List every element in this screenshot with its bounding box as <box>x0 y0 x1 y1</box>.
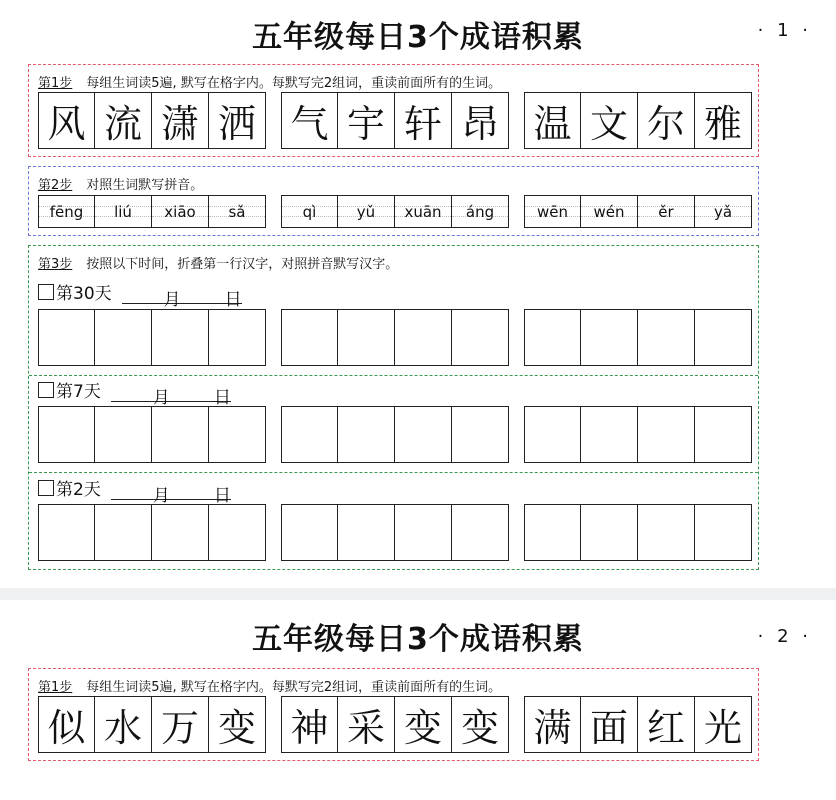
blank-cell[interactable] <box>95 309 152 366</box>
pinyin-cell: liú <box>95 195 152 228</box>
blank-cell[interactable] <box>695 406 752 463</box>
word-group <box>281 92 509 149</box>
blank-cell[interactable] <box>581 406 638 463</box>
pinyin-cell: fēng <box>38 195 95 228</box>
pinyin-cell: yǎ <box>695 195 752 228</box>
hanzi-cell: 似 <box>38 696 95 753</box>
blank-group <box>38 406 266 463</box>
pinyin-cell: yǔ <box>338 195 395 228</box>
blank-cell[interactable] <box>152 309 209 366</box>
page-title: 五年级每日3个成语积累 <box>252 20 584 55</box>
page-number: · 1 · <box>757 20 812 41</box>
step-instruction: 按照以下时间，折叠第一行汉字，对照拼音默写汉字。 <box>86 257 399 272</box>
blank-cell[interactable] <box>95 504 152 561</box>
hanzi-cell: 光 <box>695 696 752 753</box>
blank-group <box>38 309 266 366</box>
blank-row <box>38 504 752 561</box>
hanzi-cell: 神 <box>281 696 338 753</box>
step2-box <box>28 166 759 236</box>
pinyin-cell: qì <box>281 195 338 228</box>
hanzi-cell: 变 <box>209 696 266 753</box>
blank-cell[interactable] <box>152 406 209 463</box>
day-label: 第7天 <box>56 382 101 402</box>
pinyin-cell: xiāo <box>152 195 209 228</box>
step-instruction: 每组生词读5遍, 默写在格字内。每默写完2组词，重读前面所有的生词。 <box>86 680 502 695</box>
blank-cell[interactable] <box>395 406 452 463</box>
blank-cell[interactable] <box>695 309 752 366</box>
word-group <box>38 92 266 149</box>
step1-box <box>28 668 759 761</box>
blank-cell[interactable] <box>281 504 338 561</box>
step2-header <box>38 174 203 193</box>
blank-cell[interactable] <box>581 504 638 561</box>
step-label: 第3步 <box>38 257 73 272</box>
step-label: 第1步 <box>38 76 73 91</box>
pinyin-cell: wēn <box>524 195 581 228</box>
word-group <box>38 696 266 753</box>
hanzi-cell: 面 <box>581 696 638 753</box>
step3-box <box>28 245 759 570</box>
blank-cell[interactable] <box>524 504 581 561</box>
blank-cell[interactable] <box>209 504 266 561</box>
hanzi-row <box>38 696 752 753</box>
step-instruction: 每组生词读5遍, 默写在格字内。每默写完2组词，重读前面所有的生词。 <box>86 76 502 91</box>
review-checkbox[interactable] <box>38 382 54 398</box>
blank-cell[interactable] <box>95 406 152 463</box>
pinyin-cell: wén <box>581 195 638 228</box>
word-group <box>524 92 752 149</box>
blank-cell[interactable] <box>638 504 695 561</box>
date-blank[interactable]: 月 日 <box>111 383 231 402</box>
blank-cell[interactable] <box>338 406 395 463</box>
step-label: 第2步 <box>38 178 73 193</box>
blank-cell[interactable] <box>338 309 395 366</box>
hanzi-cell: 轩 <box>395 92 452 149</box>
blank-cell[interactable] <box>338 504 395 561</box>
hanzi-cell: 尔 <box>638 92 695 149</box>
blank-cell[interactable] <box>581 309 638 366</box>
section-divider <box>29 375 758 376</box>
hanzi-cell: 雅 <box>695 92 752 149</box>
blank-cell[interactable] <box>209 406 266 463</box>
hanzi-cell: 水 <box>95 696 152 753</box>
word-group <box>281 696 509 753</box>
day-label: 第30天 <box>56 284 112 304</box>
blank-cell[interactable] <box>38 504 95 561</box>
blank-cell[interactable] <box>524 309 581 366</box>
blank-cell[interactable] <box>638 406 695 463</box>
hanzi-cell: 洒 <box>209 92 266 149</box>
hanzi-cell: 流 <box>95 92 152 149</box>
review-checkbox[interactable] <box>38 480 54 496</box>
step1-box <box>28 64 759 157</box>
step1-header <box>38 676 501 695</box>
hanzi-cell: 昂 <box>452 92 509 149</box>
blank-cell[interactable] <box>152 504 209 561</box>
pinyin-group <box>38 195 266 228</box>
blank-row <box>38 406 752 463</box>
blank-group <box>281 406 509 463</box>
blank-cell[interactable] <box>209 309 266 366</box>
blank-cell[interactable] <box>452 406 509 463</box>
hanzi-row <box>38 92 752 149</box>
blank-group <box>524 406 752 463</box>
hanzi-cell: 气 <box>281 92 338 149</box>
step-label: 第1步 <box>38 680 73 695</box>
hanzi-cell: 红 <box>638 696 695 753</box>
blank-group <box>281 504 509 561</box>
day-label: 第2天 <box>56 480 101 500</box>
blank-group <box>524 504 752 561</box>
page-number: · 2 · <box>757 626 812 647</box>
blank-group <box>38 504 266 561</box>
pinyin-cell: sǎ <box>209 195 266 228</box>
hanzi-cell: 文 <box>581 92 638 149</box>
step-instruction: 对照生词默写拼音。 <box>86 178 204 193</box>
hanzi-cell: 万 <box>152 696 209 753</box>
review-day-2 <box>38 475 231 506</box>
blank-cell[interactable] <box>38 406 95 463</box>
hanzi-cell: 采 <box>338 696 395 753</box>
hanzi-cell: 宇 <box>338 92 395 149</box>
review-day-7 <box>38 377 231 408</box>
blank-cell[interactable] <box>281 309 338 366</box>
pinyin-row <box>38 195 752 228</box>
blank-cell[interactable] <box>638 309 695 366</box>
word-group <box>524 696 752 753</box>
hanzi-cell: 变 <box>395 696 452 753</box>
step3-header <box>38 253 398 272</box>
hanzi-cell: 温 <box>524 92 581 149</box>
blank-cell[interactable] <box>395 309 452 366</box>
pinyin-group <box>281 195 509 228</box>
step1-header <box>38 72 501 91</box>
blank-cell[interactable] <box>695 504 752 561</box>
blank-cell[interactable] <box>395 504 452 561</box>
blank-group <box>524 309 752 366</box>
blank-cell[interactable] <box>452 309 509 366</box>
hanzi-cell: 风 <box>38 92 95 149</box>
section-divider <box>29 472 758 473</box>
blank-cell[interactable] <box>524 406 581 463</box>
worksheet-page-2 <box>0 600 836 800</box>
blank-row <box>38 309 752 366</box>
date-blank[interactable]: 月 日 <box>111 481 231 500</box>
review-checkbox[interactable] <box>38 284 54 300</box>
date-blank[interactable]: 月 日 <box>122 285 242 304</box>
page-title: 五年级每日3个成语积累 <box>252 622 584 657</box>
hanzi-cell: 潇 <box>152 92 209 149</box>
pinyin-group <box>524 195 752 228</box>
blank-group <box>281 309 509 366</box>
review-day-30 <box>38 279 242 310</box>
hanzi-cell: 满 <box>524 696 581 753</box>
blank-cell[interactable] <box>452 504 509 561</box>
pinyin-cell: xuān <box>395 195 452 228</box>
hanzi-cell: 变 <box>452 696 509 753</box>
blank-cell[interactable] <box>38 309 95 366</box>
pinyin-cell: áng <box>452 195 509 228</box>
pinyin-cell: ěr <box>638 195 695 228</box>
blank-cell[interactable] <box>281 406 338 463</box>
